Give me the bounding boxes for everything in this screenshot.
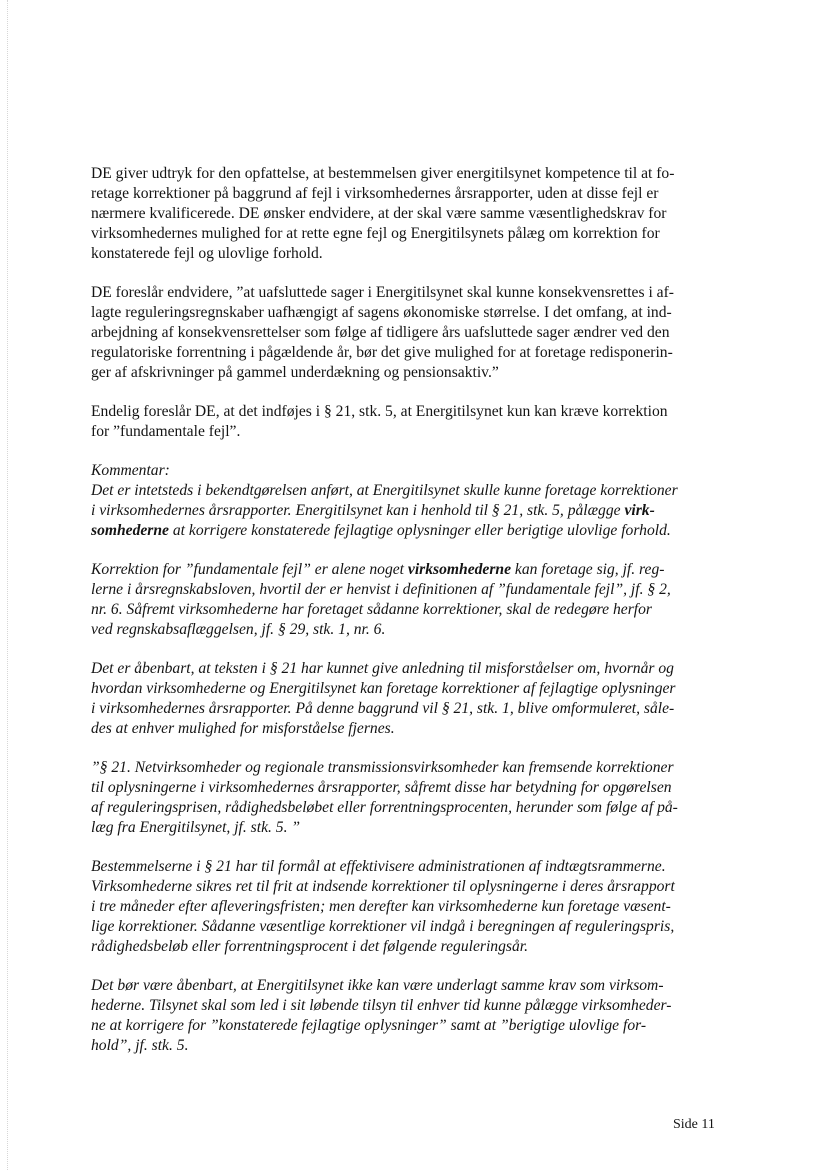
paragraph-de-final-proposal: Endelig foreslår DE, at det indføjes i § 21, stk. 5, at Energitilsynet kun kan kræve korrektion for ”fundamentale fejl”. <box>91 403 668 440</box>
document-body <box>91 164 723 1056</box>
page-number: Side 11 <box>673 1117 715 1132</box>
comment-paragraph-2: Korrektion for ”fundamentale fejl” er alene noget virksomhederne kan foretage sig, jf. reg- lerne i årsregnskabsloven, hvortil der er henvist i definitionen af ”fundamentale fejl”, jf. § 2, nr. 6. Såfremt virksomhederne har foretaget sådanne korrektioner, skal de redegøre herfor ved regnskabsaflæggelsen, jf. § 29, stk. 1, nr. 6. <box>91 561 671 638</box>
comment-paragraph-5: Bestemmelserne i § 21 har til formål at effektivisere administrationen af indtægtsrammerne. Virksomhederne sikres ret til frit at indsende korrektioner til oplysningerne i deres årsrapport i tre måneder efter afleveringsfristen; men derefter kan virksomhederne kun foretage væsent- lige korrektioner. Sådanne væsentlige korrektioner vil indgå i beregningen af reguleringspris, rådighedsbeløb eller forrentningsprocent i det følgende reguleringsår. <box>91 858 675 955</box>
comment-heading: Kommentar: <box>91 462 170 479</box>
comment-paragraph-3: Det er åbenbart, at teksten i § 21 har kunnet give anledning til misforståelser om, hvornår og hvordan virksomhederne og Energitilsynet kan foretage korrektioner af fejlagtige oplysninger i virksomhedernes årsrapporter. På denne baggrund vil § 21, stk. 1, blive omformuleret, såle- des at enhver mulighed for misforståelse fjernes. <box>91 660 676 737</box>
scan-edge-line <box>7 0 8 1170</box>
comment-paragraph-6: Det bør være åbenbart, at Energitilsynet ikke kan være underlagt samme krav som virksom- hederne. Tilsynet skal som led i sit løbende tilsyn til enhver tid kunne pålægge virksomheder- ne at korrigere for ”konstaterede fejlagtige oplysninger” samt at ”berigtige ulovlige for- hold”, jf. stk. 5. <box>91 977 672 1054</box>
comment-paragraph-1: Det er intetsteds i bekendtgørelsen anført, at Energitilsynet skulle kunne foretage korrektioner i virksomhedernes årsrapporter. Energitilsynet kan i henhold til § 21, stk. 5, pålægge virk- somhederne at korrigere konstaterede fejlagtige oplysninger eller berigtige ulovlige forhold. <box>91 482 678 539</box>
paragraph-de-opinion: DE giver udtryk for den opfattelse, at bestemmelsen giver energitilsynet kompetence til at fo- retage korrektioner på baggrund af fejl i virksomhedernes årsrapporter, uden at disse fejl er nærmere kvalificerede. DE ønsker endvidere, at der skal være samme væsentlighedskrav for virksomhedernes mulighed for at rette egne fejl og Energitilsynets pålæg om korrektion for konstaterede fejl og ulovlige forhold. <box>91 165 675 262</box>
paragraph-de-proposal: DE foreslår endvidere, ”at uafsluttede sager i Energitilsynet skal kunne konsekvensrettes i af- lagte reguleringsregnskaber uafhængigt af sagens økonomiske størrelse. I det omfang, at ind- arbejdning af konsekvensrettelser som følge af tidligere års uafsluttede sager ændrer ved den regulatoriske forrentning i pågældende år, bør det give mulighed for at foretage redisponerin- ger af afskrivninger på gammel underdækning og pensionsaktiv.” <box>91 284 674 381</box>
quoted-section-21: ”§ 21. Netvirksomheder og regionale transmissionsvirksomheder kan fremsende korrektioner til oplysningerne i virksomhedernes årsrapporter, såfremt disse har betydning for opgørelsen af reguleringsprisen, rådighedsbeløbet eller forrentningsprocenten, herunder som følge af på- læg fra Energitilsynet, jf. stk. 5. ” <box>91 759 678 836</box>
